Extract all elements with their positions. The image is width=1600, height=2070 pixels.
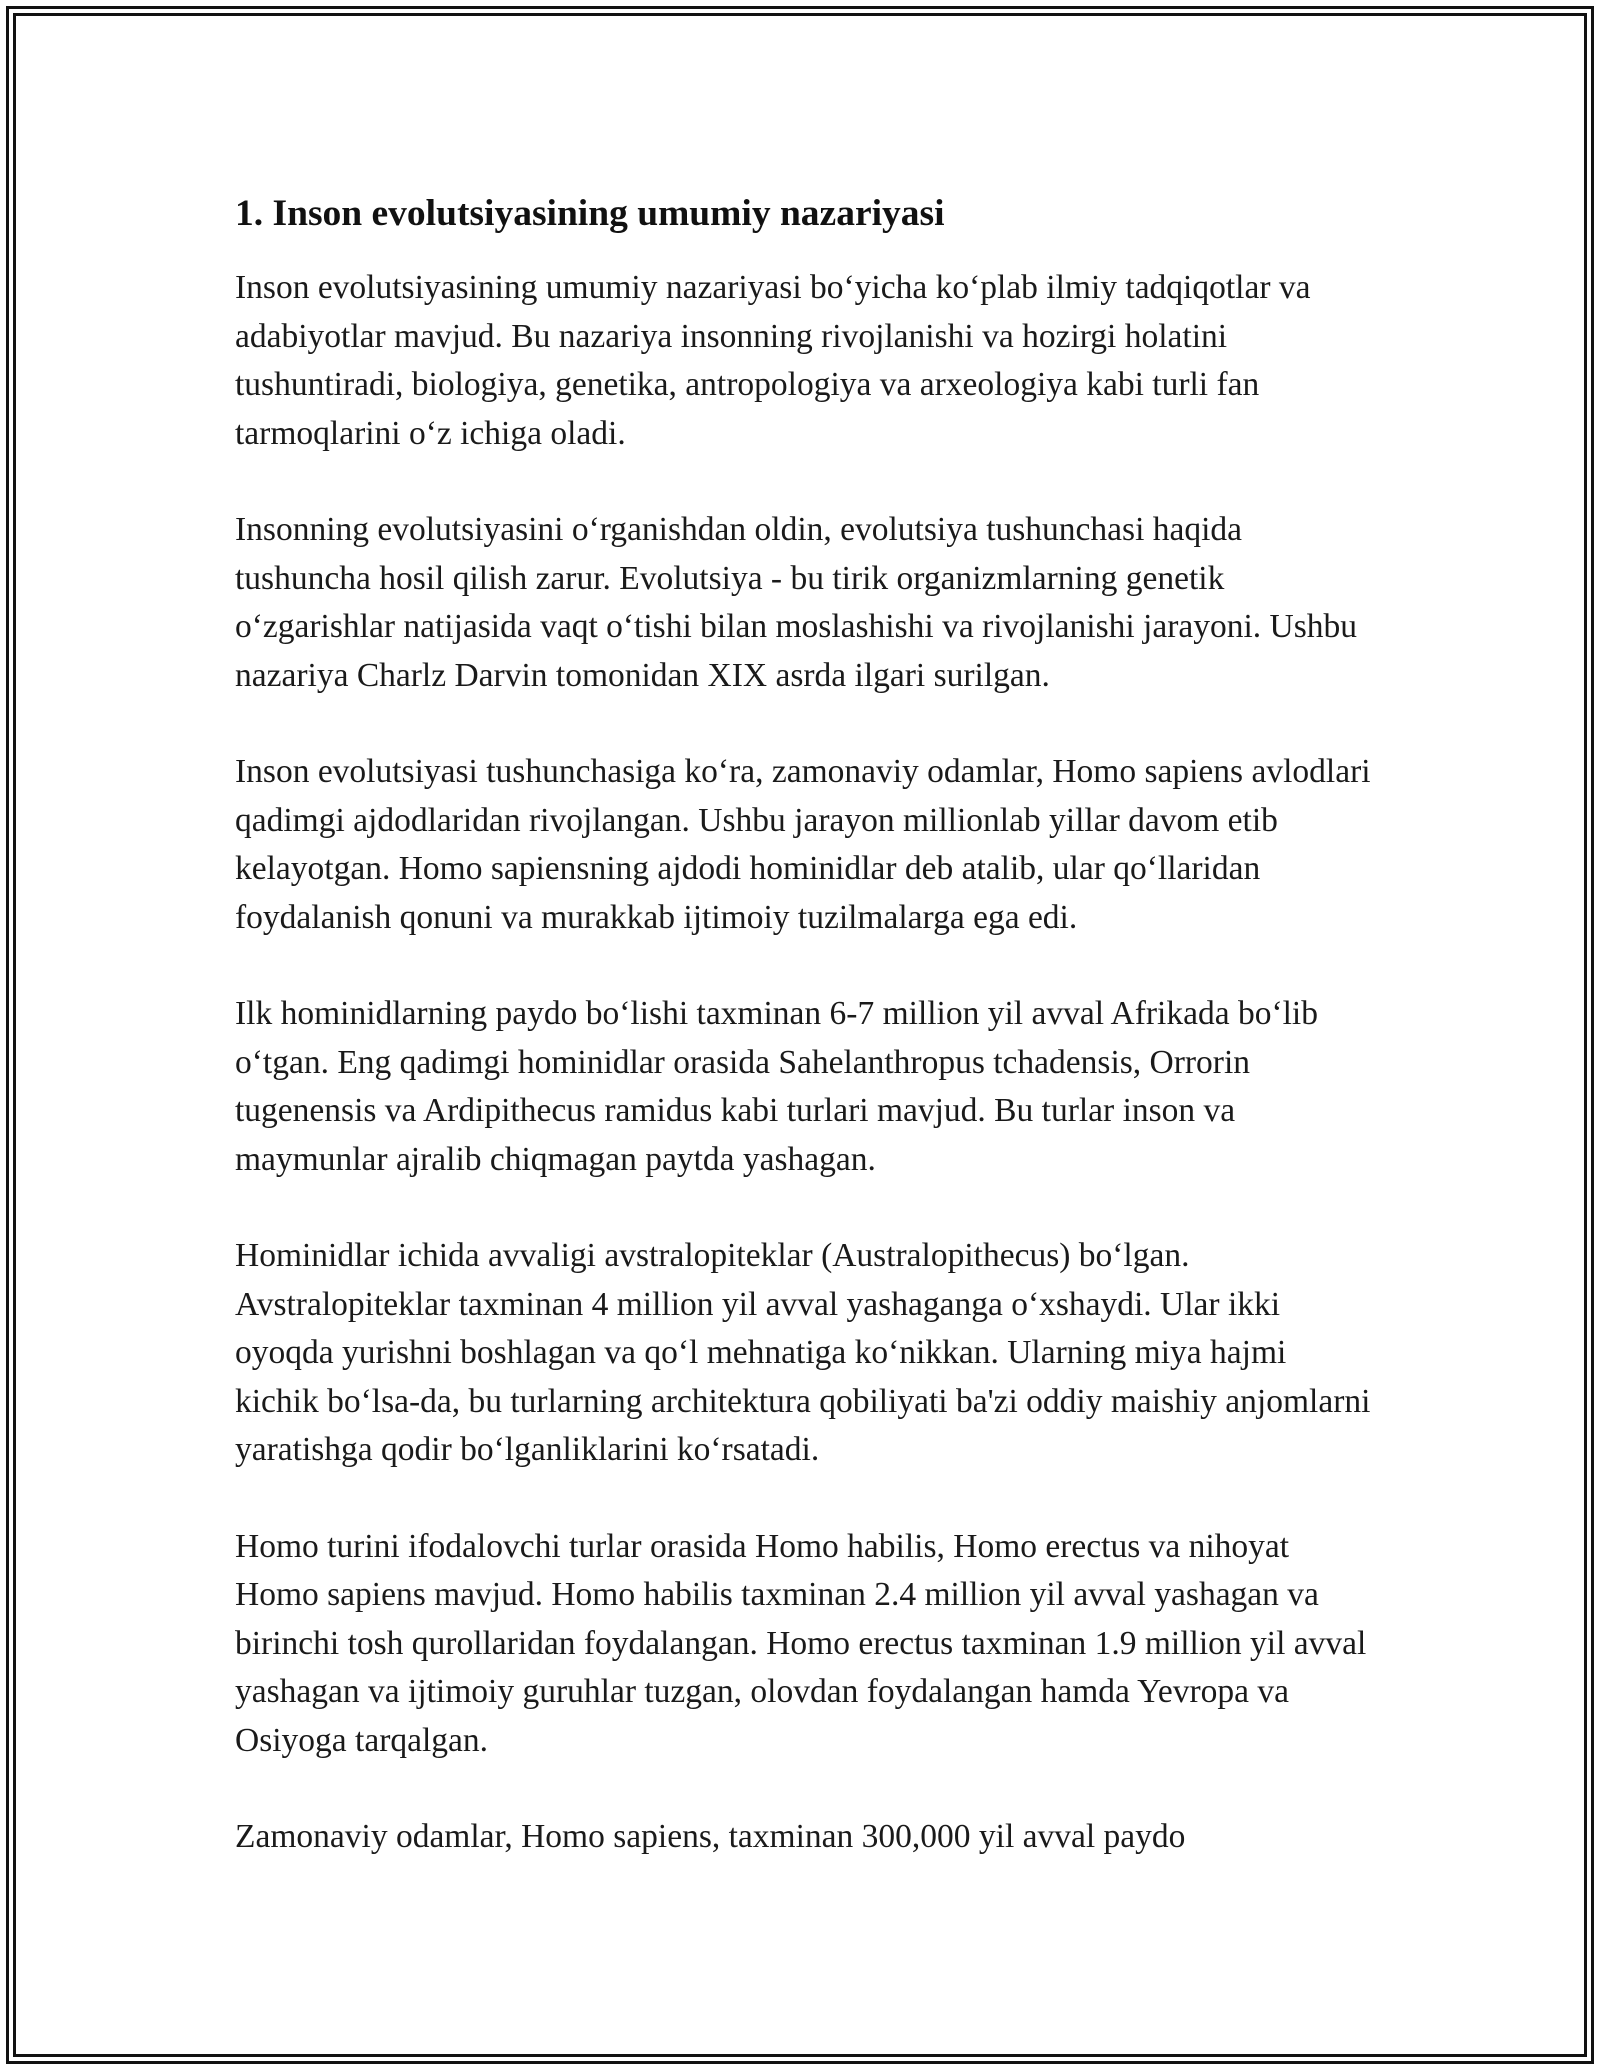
paragraph: Zamonaviy odamlar, Homo sapiens, taxminan 300,000 yil avval paydo xyxy=(235,1818,1186,1855)
paragraph: Inson evolutsiyasi tushunchasiga ko‘ra, zamonaviy odamlar, Homo sapiens avlodlari qadimgi ajdodlaridan rivojlangan. Ushbu jarayon millionlab yillar davom etib kelayotgan. Homo sapiensning ajdodi hominidlar deb atalib, ular qo‘llaridan foydalanish qonuni va murakkab ijtimoiy tuzilmalarga ega edi. xyxy=(235,753,1371,936)
section-heading: 1. Inson evolutsiyasining umumiy nazariyasi xyxy=(235,193,945,234)
paragraph: Inson evolutsiyasining umumiy nazariyasi bo‘yicha ko‘plab ilmiy tadqiqotlar va adabiyotlar mavjud. Bu nazariya insonning rivojlanishi va hozirgi holatini tushuntiradi, biologiya, genetika, antropologiya va arxeologiya kabi turli fan tarmoqlarini o‘z ichiga oladi. xyxy=(235,269,1311,452)
paragraph: Insonning evolutsiyasini o‘rganishdan oldin, evolutsiya tushunchasi haqida tushuncha hosil qilish zarur. Evolutsiya - bu tirik organizmlarning genetik o‘zgarishlar natijasida vaqt o‘tishi bilan moslashishi va rivojlanishi jarayoni. Ushbu nazariya Charlz Darvin tomonidan XIX asrda ilgari surilgan. xyxy=(235,511,1358,694)
paragraph: Homo turini ifodalovchi turlar orasida Homo habilis, Homo erectus va nihoyat Homo sapiens mavjud. Homo habilis taxminan 2.4 million yil avval yashagan va birinchi tosh qurollaridan foydalangan. Homo erectus taxminan 1.9 million yil avval yashagan va ijtimoiy guruhlar tuzgan, olovdan foydalangan hamda Yevropa va Osiyoga tarqalgan. xyxy=(235,1527,1367,1759)
document-body xyxy=(235,186,1375,1910)
paragraph: Hominidlar ichida avvaligi avstralopiteklar (Australopithecus) bo‘lgan. Avstralopiteklar taxminan 4 million yil avval yashaganga o‘xshaydi. Ular ikki oyoqda yurishni boshlagan va qo‘l mehnatiga ko‘nikkan. Ularning miya hajmi kichik bo‘lsa-da, bu turlarning architektura qobiliyati ba'zi oddiy maishiy anjomlarni yaratishga qodir bo‘lganliklarini ko‘rsatadi. xyxy=(235,1237,1371,1468)
paragraph: Ilk hominidlarning paydo bo‘lishi taxminan 6-7 million yil avval Afrikada bo‘lib o‘tgan. Eng qadimgi hominidlar orasida Sahelanthropus tchadensis, Orrorin tugenensis va Ardipithecus ramidus kabi turlari mavjud. Bu turlar inson va maymunlar ajralib chiqmagan paytda yashagan. xyxy=(235,995,1318,1178)
